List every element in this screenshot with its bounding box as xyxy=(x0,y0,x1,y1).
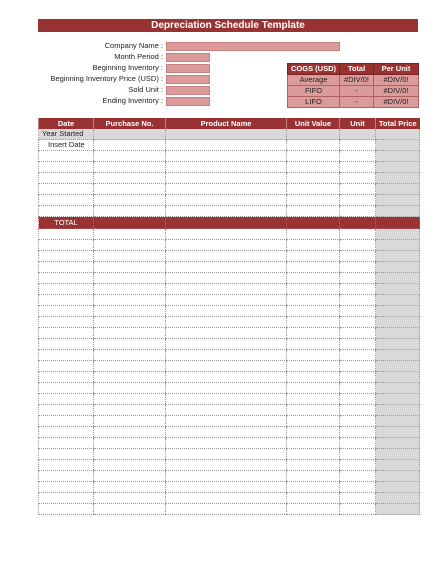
table-cell[interactable] xyxy=(287,151,340,162)
beginning-inventory-price-label: Beginning Inventory Price (USD) : xyxy=(50,74,163,83)
ending-inventory-field[interactable] xyxy=(166,97,210,106)
table-cell[interactable] xyxy=(376,295,420,306)
table-cell[interactable] xyxy=(94,361,166,372)
table-cell[interactable] xyxy=(39,162,94,173)
table-cell[interactable] xyxy=(340,383,376,394)
table-cell[interactable] xyxy=(340,262,376,273)
table-cell[interactable] xyxy=(376,328,420,339)
cogs-total: - xyxy=(340,86,374,97)
table-row xyxy=(39,284,420,295)
table-cell[interactable] xyxy=(166,405,287,416)
table-cell[interactable] xyxy=(287,427,340,438)
table-cell[interactable] xyxy=(94,449,166,460)
table-row xyxy=(39,482,420,493)
table-cell[interactable] xyxy=(94,317,166,328)
table-cell[interactable] xyxy=(376,195,420,206)
table-row xyxy=(39,140,420,151)
year-started-row xyxy=(39,129,420,140)
table-cell[interactable] xyxy=(376,251,420,262)
table-cell[interactable] xyxy=(166,449,287,460)
table-cell[interactable] xyxy=(94,504,166,515)
table-cell[interactable] xyxy=(39,151,94,162)
table-cell[interactable] xyxy=(94,416,166,427)
table-cell[interactable] xyxy=(39,383,94,394)
table-cell[interactable] xyxy=(94,173,166,184)
table-row xyxy=(39,493,420,504)
table-cell[interactable] xyxy=(340,306,376,317)
table-cell[interactable] xyxy=(166,438,287,449)
table-cell[interactable] xyxy=(94,460,166,471)
table-cell[interactable] xyxy=(287,195,340,206)
cogs-method: FIFO xyxy=(288,86,340,97)
table-cell[interactable] xyxy=(287,240,340,251)
table-cell[interactable] xyxy=(39,195,94,206)
table-cell[interactable] xyxy=(340,195,376,206)
table-cell[interactable] xyxy=(340,438,376,449)
table-row xyxy=(39,317,420,328)
table-cell[interactable] xyxy=(287,361,340,372)
table-cell[interactable] xyxy=(340,449,376,460)
table-cell[interactable] xyxy=(340,405,376,416)
table-cell[interactable] xyxy=(340,350,376,361)
table-row xyxy=(39,350,420,361)
table-cell[interactable] xyxy=(39,339,94,350)
table-cell[interactable] xyxy=(166,427,287,438)
table-cell[interactable] xyxy=(340,173,376,184)
table-cell[interactable] xyxy=(287,306,340,317)
table-cell[interactable] xyxy=(39,251,94,262)
table-cell[interactable] xyxy=(287,372,340,383)
table-cell[interactable] xyxy=(340,416,376,427)
table-cell[interactable] xyxy=(340,273,376,284)
table-cell[interactable] xyxy=(39,273,94,284)
table-cell[interactable] xyxy=(340,162,376,173)
table-cell[interactable] xyxy=(94,383,166,394)
table-row xyxy=(39,460,420,471)
cogs-per-unit: #DIV/0! xyxy=(374,75,419,86)
table-cell[interactable] xyxy=(39,328,94,339)
table-cell[interactable] xyxy=(287,162,340,173)
table-cell[interactable] xyxy=(166,151,287,162)
table-cell[interactable] xyxy=(39,482,94,493)
table-cell[interactable] xyxy=(287,493,340,504)
table-cell[interactable] xyxy=(376,151,420,162)
table-row xyxy=(39,361,420,372)
table-cell[interactable] xyxy=(340,295,376,306)
table-cell[interactable] xyxy=(166,273,287,284)
column-header-total-price: Total Price xyxy=(376,118,420,129)
table-row xyxy=(39,438,420,449)
table-cell[interactable] xyxy=(94,262,166,273)
table-row xyxy=(39,394,420,405)
table-cell[interactable] xyxy=(376,184,420,195)
table-cell[interactable] xyxy=(376,240,420,251)
table-cell[interactable] xyxy=(94,295,166,306)
table-row xyxy=(39,273,420,284)
table-row xyxy=(39,504,420,515)
table-cell[interactable] xyxy=(287,184,340,195)
table-row xyxy=(39,184,420,195)
table-cell[interactable] xyxy=(376,394,420,405)
table-cell[interactable] xyxy=(287,394,340,405)
cogs-header-method: COGS (USD) xyxy=(288,64,340,75)
table-cell[interactable] xyxy=(340,284,376,295)
table-cell[interactable] xyxy=(287,438,340,449)
table-row xyxy=(39,372,420,383)
table-cell[interactable] xyxy=(287,140,340,151)
table-cell[interactable] xyxy=(39,427,94,438)
table-cell[interactable] xyxy=(287,317,340,328)
table-cell[interactable] xyxy=(287,173,340,184)
table-cell[interactable] xyxy=(39,284,94,295)
table-cell[interactable] xyxy=(376,504,420,515)
table-row xyxy=(39,383,420,394)
column-header-product-name: Product Name xyxy=(166,118,287,129)
table-cell[interactable] xyxy=(340,482,376,493)
table-cell[interactable] xyxy=(287,206,340,217)
table-cell[interactable] xyxy=(166,262,287,273)
table-cell[interactable] xyxy=(287,471,340,482)
table-cell[interactable] xyxy=(376,162,420,173)
table-cell[interactable] xyxy=(94,328,166,339)
table-cell[interactable] xyxy=(166,184,287,195)
table-cell[interactable] xyxy=(166,350,287,361)
table-cell[interactable] xyxy=(376,306,420,317)
table-row xyxy=(39,229,420,240)
cogs-row-lifo xyxy=(288,97,419,108)
table-cell[interactable] xyxy=(39,229,94,240)
table-cell[interactable] xyxy=(287,460,340,471)
table-cell[interactable] xyxy=(166,372,287,383)
table-cell[interactable] xyxy=(94,284,166,295)
beginning-inventory-field[interactable] xyxy=(166,64,210,73)
table-cell[interactable] xyxy=(166,206,287,217)
table-cell[interactable] xyxy=(287,284,340,295)
year-started-label: Year Started xyxy=(39,129,94,140)
table-cell[interactable] xyxy=(166,317,287,328)
table-cell[interactable] xyxy=(166,240,287,251)
table-cell[interactable] xyxy=(39,504,94,515)
table-cell[interactable] xyxy=(94,339,166,350)
table-cell[interactable] xyxy=(287,251,340,262)
table-cell[interactable] xyxy=(376,405,420,416)
table-cell[interactable] xyxy=(340,460,376,471)
column-header-purchase-no: Purchase No. xyxy=(94,118,166,129)
column-header-unit-value: Unit Value xyxy=(287,118,340,129)
table-cell[interactable] xyxy=(94,306,166,317)
table-cell[interactable] xyxy=(376,493,420,504)
table-cell[interactable] xyxy=(376,427,420,438)
table-cell[interactable] xyxy=(94,493,166,504)
table-cell[interactable] xyxy=(94,206,166,217)
table-cell[interactable] xyxy=(340,339,376,350)
table-cell[interactable] xyxy=(376,262,420,273)
table-cell[interactable] xyxy=(376,229,420,240)
table-cell[interactable] xyxy=(39,240,94,251)
table-cell[interactable] xyxy=(376,317,420,328)
table-cell[interactable] xyxy=(94,350,166,361)
table-cell[interactable] xyxy=(287,504,340,515)
table-cell[interactable] xyxy=(340,427,376,438)
table-row xyxy=(39,339,420,350)
table-cell[interactable] xyxy=(166,251,287,262)
table-cell[interactable] xyxy=(376,140,420,151)
table-cell[interactable] xyxy=(340,372,376,383)
table-cell[interactable] xyxy=(376,449,420,460)
table-cell[interactable] xyxy=(94,151,166,162)
table-cell[interactable] xyxy=(376,273,420,284)
table-cell[interactable] xyxy=(94,372,166,383)
table-cell[interactable] xyxy=(340,317,376,328)
table-cell[interactable] xyxy=(166,394,287,405)
table-cell[interactable] xyxy=(39,295,94,306)
cogs-row-average xyxy=(288,75,419,86)
beginning-inventory-price-field[interactable] xyxy=(166,75,210,84)
table-cell[interactable] xyxy=(287,229,340,240)
table-row xyxy=(39,195,420,206)
table-row xyxy=(39,416,420,427)
table-cell[interactable] xyxy=(39,460,94,471)
table-cell[interactable] xyxy=(340,140,376,151)
table-cell[interactable] xyxy=(39,173,94,184)
table-cell[interactable] xyxy=(94,251,166,262)
table-row xyxy=(39,306,420,317)
table-cell[interactable] xyxy=(287,339,340,350)
cogs-table xyxy=(287,63,419,108)
table-cell[interactable] xyxy=(287,482,340,493)
table-row xyxy=(39,173,420,184)
cogs-header-total: Total xyxy=(340,64,374,75)
month-period-field[interactable] xyxy=(166,53,210,62)
cogs-row-fifo xyxy=(288,86,419,97)
table-cell[interactable] xyxy=(376,339,420,350)
purchase-table xyxy=(38,118,420,515)
table-cell[interactable] xyxy=(39,350,94,361)
table-cell[interactable] xyxy=(39,471,94,482)
table-row xyxy=(39,206,420,217)
table-cell[interactable] xyxy=(340,328,376,339)
table-cell[interactable] xyxy=(166,162,287,173)
table-row xyxy=(39,162,420,173)
table-row xyxy=(39,151,420,162)
table-cell[interactable] xyxy=(376,206,420,217)
sold-unit-field[interactable] xyxy=(166,86,210,95)
beginning-inventory-label: Beginning Inventory : xyxy=(92,63,163,72)
table-cell[interactable] xyxy=(340,229,376,240)
table-cell[interactable] xyxy=(39,361,94,372)
table-cell[interactable] xyxy=(166,383,287,394)
table-cell[interactable] xyxy=(94,438,166,449)
table-cell[interactable] xyxy=(166,361,287,372)
table-row xyxy=(39,295,420,306)
table-cell[interactable] xyxy=(376,460,420,471)
table-cell[interactable] xyxy=(94,471,166,482)
insert-date-cell[interactable]: Insert Date xyxy=(39,140,94,151)
table-cell[interactable] xyxy=(287,383,340,394)
company-name-field[interactable] xyxy=(166,42,340,51)
table-cell[interactable] xyxy=(94,195,166,206)
table-cell[interactable] xyxy=(287,405,340,416)
table-cell[interactable] xyxy=(166,229,287,240)
table-cell[interactable] xyxy=(287,328,340,339)
cogs-method: LIFO xyxy=(288,97,340,108)
cogs-method: Average xyxy=(288,75,340,86)
table-cell[interactable] xyxy=(340,184,376,195)
cogs-per-unit: #DIV/0! xyxy=(374,97,419,108)
table-cell[interactable] xyxy=(39,317,94,328)
table-cell[interactable] xyxy=(287,350,340,361)
table-cell[interactable] xyxy=(39,493,94,504)
table-row xyxy=(39,405,420,416)
table-cell[interactable] xyxy=(39,449,94,460)
total-label: TOTAL xyxy=(39,217,94,229)
table-cell[interactable] xyxy=(94,229,166,240)
table-cell[interactable] xyxy=(94,140,166,151)
table-cell[interactable] xyxy=(39,416,94,427)
month-period-label: Month Period : xyxy=(114,52,163,61)
column-header-unit: Unit xyxy=(340,118,376,129)
company-name-label: Company Name : xyxy=(104,41,163,50)
table-row xyxy=(39,449,420,460)
table-cell[interactable] xyxy=(340,493,376,504)
table-cell[interactable] xyxy=(166,339,287,350)
table-cell[interactable] xyxy=(166,295,287,306)
table-cell[interactable] xyxy=(166,140,287,151)
table-row xyxy=(39,240,420,251)
table-cell[interactable] xyxy=(166,306,287,317)
table-cell[interactable] xyxy=(376,372,420,383)
table-cell[interactable] xyxy=(94,394,166,405)
table-cell[interactable] xyxy=(166,328,287,339)
table-cell[interactable] xyxy=(376,173,420,184)
table-cell[interactable] xyxy=(39,438,94,449)
table-cell[interactable] xyxy=(39,394,94,405)
table-row xyxy=(39,251,420,262)
table-cell[interactable] xyxy=(376,383,420,394)
table-cell[interactable] xyxy=(39,405,94,416)
table-cell[interactable] xyxy=(94,162,166,173)
table-row xyxy=(39,328,420,339)
table-cell[interactable] xyxy=(94,240,166,251)
table-cell[interactable] xyxy=(340,206,376,217)
table-cell[interactable] xyxy=(166,173,287,184)
table-cell[interactable] xyxy=(166,482,287,493)
table-cell[interactable] xyxy=(376,350,420,361)
table-cell[interactable] xyxy=(340,251,376,262)
table-cell[interactable] xyxy=(166,493,287,504)
table-cell[interactable] xyxy=(340,151,376,162)
cogs-total: - xyxy=(340,97,374,108)
cogs-total: #DIV/0! xyxy=(340,75,374,86)
table-cell[interactable] xyxy=(39,372,94,383)
table-cell[interactable] xyxy=(376,482,420,493)
table-cell[interactable] xyxy=(166,284,287,295)
table-cell[interactable] xyxy=(340,394,376,405)
table-cell[interactable] xyxy=(287,449,340,460)
table-cell[interactable] xyxy=(340,504,376,515)
table-cell[interactable] xyxy=(166,460,287,471)
cogs-per-unit: #DIV/0! xyxy=(374,86,419,97)
table-cell[interactable] xyxy=(39,306,94,317)
table-cell[interactable] xyxy=(287,416,340,427)
table-cell[interactable] xyxy=(39,206,94,217)
table-cell[interactable] xyxy=(287,262,340,273)
table-cell[interactable] xyxy=(166,471,287,482)
total-row xyxy=(39,217,420,229)
table-cell[interactable] xyxy=(166,195,287,206)
table-cell[interactable] xyxy=(166,504,287,515)
table-row xyxy=(39,262,420,273)
table-cell[interactable] xyxy=(340,471,376,482)
table-cell[interactable] xyxy=(94,405,166,416)
table-cell[interactable] xyxy=(376,361,420,372)
table-row xyxy=(39,427,420,438)
table-cell[interactable] xyxy=(39,184,94,195)
table-cell[interactable] xyxy=(376,284,420,295)
sold-unit-label: Sold Unit : xyxy=(128,85,163,94)
table-cell[interactable] xyxy=(376,438,420,449)
table-cell[interactable] xyxy=(166,416,287,427)
table-cell[interactable] xyxy=(287,295,340,306)
table-cell[interactable] xyxy=(94,273,166,284)
table-row xyxy=(39,471,420,482)
page-title: Depreciation Schedule Template xyxy=(38,19,418,32)
table-cell[interactable] xyxy=(94,427,166,438)
table-cell[interactable] xyxy=(376,471,420,482)
ending-inventory-label: Ending Inventory : xyxy=(102,96,163,105)
table-cell[interactable] xyxy=(340,361,376,372)
table-cell[interactable] xyxy=(94,184,166,195)
table-cell[interactable] xyxy=(376,416,420,427)
table-cell[interactable] xyxy=(287,273,340,284)
column-header-date: Date xyxy=(39,118,94,129)
cogs-header-per-unit: Per Unit xyxy=(374,64,419,75)
table-cell[interactable] xyxy=(340,240,376,251)
table-cell[interactable] xyxy=(39,262,94,273)
table-cell[interactable] xyxy=(94,482,166,493)
